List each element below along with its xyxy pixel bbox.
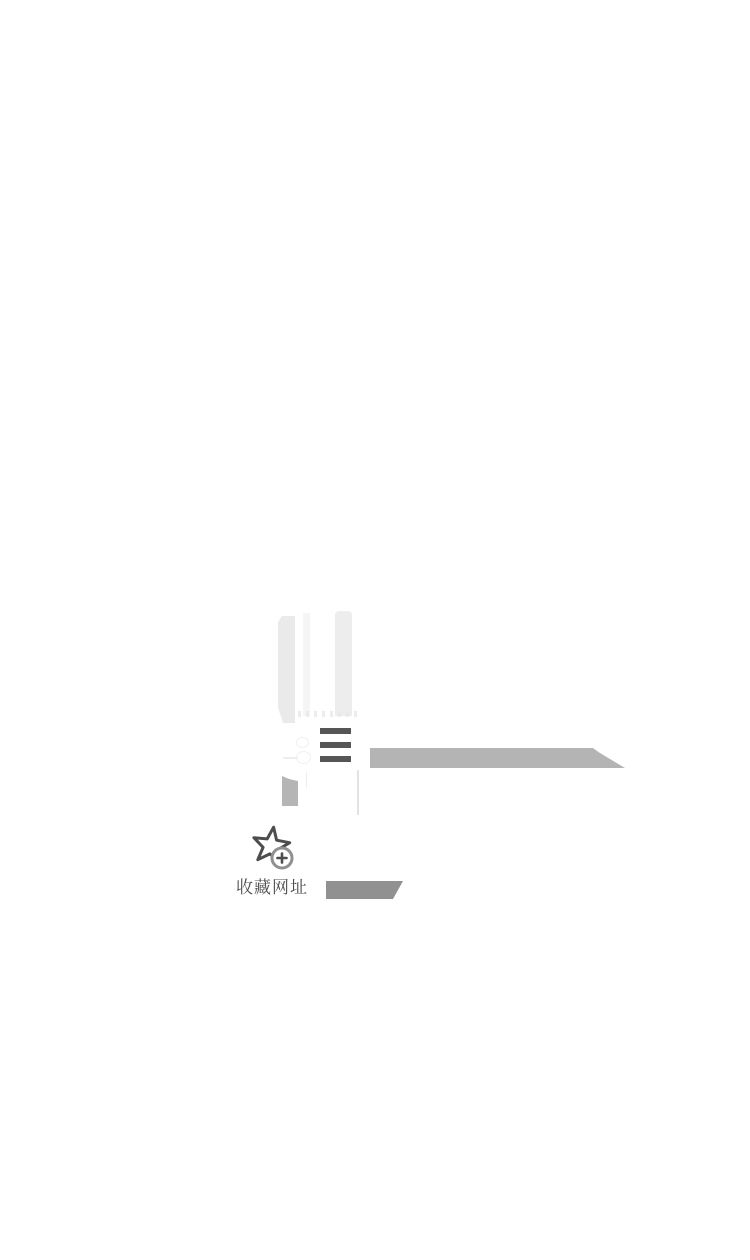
- ghost-column-middle: [303, 613, 310, 716]
- bookmark-url-button[interactable]: [235, 823, 309, 897]
- faint-divider-line: [357, 770, 359, 815]
- menu-bar-middle: [320, 742, 351, 748]
- ghost-column-left: [278, 616, 295, 723]
- title-placeholder-bar: [370, 748, 625, 768]
- bookmark-url-label: 收藏网址: [236, 878, 308, 897]
- ghost-squiggle: [296, 737, 309, 748]
- side-placeholder-block: [282, 776, 298, 806]
- menu-bar-bottom: [320, 756, 351, 762]
- hamburger-menu-icon[interactable]: [320, 728, 351, 762]
- menu-bar-top: [320, 728, 351, 734]
- star-add-icon: [246, 823, 298, 875]
- faint-divider-line: [306, 772, 307, 788]
- ghost-column-right: [335, 611, 352, 716]
- label-placeholder-bar: [326, 881, 403, 899]
- ghost-squiggle: [296, 751, 311, 764]
- ghost-text-speckles: [298, 711, 360, 717]
